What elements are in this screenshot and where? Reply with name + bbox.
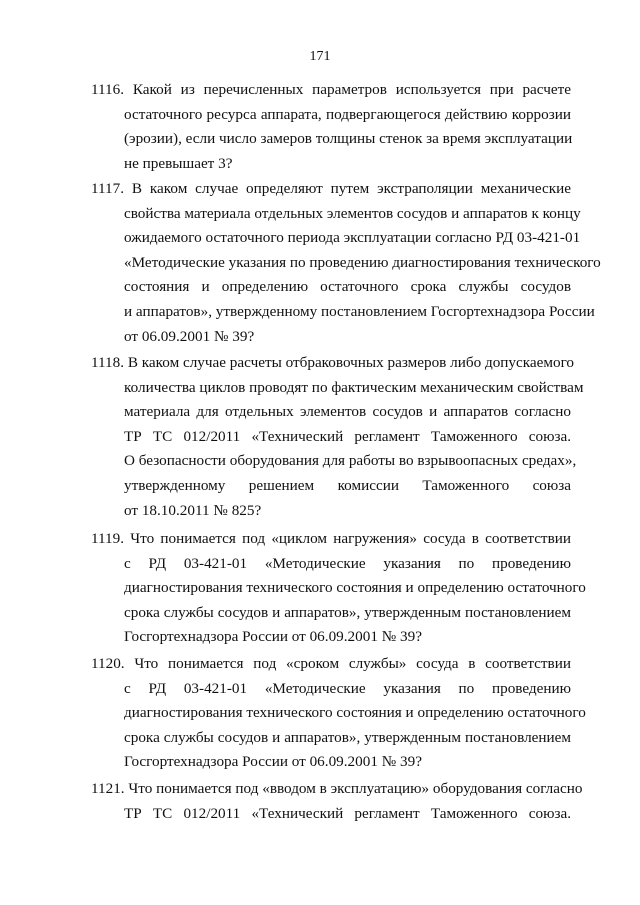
question-text-line: Госгортехнадзора России от 06.09.2001 № 39? bbox=[124, 628, 422, 646]
question-text-line: 1116. Какой из перечисленных параметров используется при расчете bbox=[91, 81, 571, 98]
question-text-line: с РД 03-421-01 «Методические указания по проведению bbox=[124, 554, 571, 572]
question-text-line: 1117. В каком случае определяют путем экстраполяции механические bbox=[91, 180, 571, 197]
question-text-line: с РД 03-421-01 «Методические указания по проведению bbox=[124, 679, 571, 697]
question-text-line: не превышает 3? bbox=[124, 154, 233, 172]
question-text-line: свойства материала отдельных элементов сосудов и аппаратов к концу bbox=[124, 204, 581, 222]
question-text-line: (эрозии), если число замеров толщины стенок за время эксплуатации bbox=[124, 130, 573, 148]
question-text-line: количества циклов проводят по фактическим механическим свойствам bbox=[124, 378, 584, 396]
question-text-line: от 06.09.2001 № 39? bbox=[124, 327, 255, 345]
question-text-line: диагностирования технического состояния и определению остаточного bbox=[124, 579, 586, 597]
question-1117 bbox=[91, 177, 601, 349]
question-1120 bbox=[91, 652, 586, 775]
question-text-line: диагностирования технического состояния и определению остаточного bbox=[124, 704, 586, 722]
question-text-line: ожидаемого остаточного периода эксплуатации согласно РД 03-421-01 bbox=[124, 229, 581, 247]
question-text-line: срока службы сосудов и аппаратов», утвержденным постановлением bbox=[124, 603, 571, 621]
question-text-line: утвержденному решением комиссии Таможенного союза bbox=[124, 476, 571, 494]
question-text-line: 1121. Что понимается под «вводом в эксплуатацию» оборудования согласно bbox=[91, 780, 583, 797]
question-text-line: ТР ТС 012/2011 «Технический регламент Таможенного союза. bbox=[124, 804, 571, 822]
question-text-line: Госгортехнадзора России от 06.09.2001 № 39? bbox=[124, 753, 422, 771]
question-1118 bbox=[91, 351, 584, 523]
question-text-line: 1119. Что понимается под «циклом нагружения» сосуда в соответствии bbox=[91, 530, 571, 547]
question-text-line: от 18.10.2011 № 825? bbox=[124, 501, 262, 519]
question-text-line: 1118. В каком случае расчеты отбраковочных размеров либо допускаемого bbox=[91, 354, 575, 371]
question-text-line: материала для отдельных элементов сосудов и аппаратов согласно bbox=[124, 403, 571, 421]
question-text-line: «Методические указания по проведению диагностирования технического bbox=[124, 253, 601, 271]
page-number: 171 bbox=[309, 49, 331, 64]
question-text-line: ТР ТС 012/2011 «Технический регламент Таможенного союза. bbox=[124, 427, 571, 445]
question-text-line: О безопасности оборудования для работы во взрывоопасных средах», bbox=[124, 452, 577, 470]
question-text-line: состояния и определению остаточного срока службы сосудов bbox=[124, 278, 571, 296]
question-1116 bbox=[91, 78, 571, 176]
question-text-line: срока службы сосудов и аппаратов», утвержденным постановлением bbox=[124, 728, 571, 746]
question-1121 bbox=[91, 777, 583, 826]
question-text-line: остаточного ресурса аппарата, подвергающегося действию коррозии bbox=[124, 105, 571, 123]
question-text-line: 1120. Что понимается под «сроком службы» сосуда в соответствии bbox=[91, 655, 571, 672]
question-1119 bbox=[91, 527, 586, 650]
question-text-line: и аппаратов», утвержденному постановлением Госгортехнадзора России bbox=[124, 302, 595, 320]
